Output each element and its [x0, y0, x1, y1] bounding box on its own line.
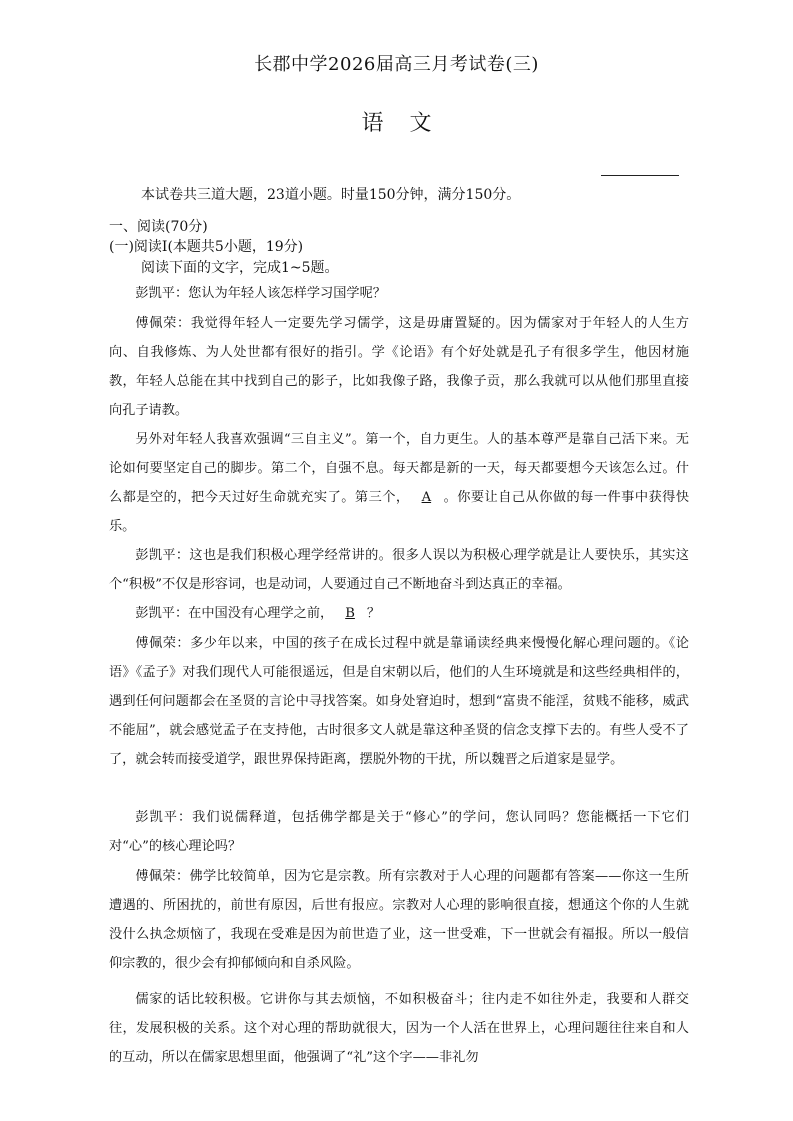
paragraph-text: 另外对年轻人我喜欢强调“三自主义”。第一个，自力更生。人的基本尊严是靠自己活下来。无论如何要坚定自己的脚步。第二个，自强不息。每天都是新的一天，每天都要想今天该怎么过。什么都是空的，把今天过好生命就充实了。第三个， [109, 432, 689, 505]
paragraph [109, 599, 689, 628]
paragraph [109, 425, 689, 541]
paragraph: 傅佩荣：我觉得年轻人一定要先学习儒学，这是毋庸置疑的。因为儒家对于年轻人的人生方向、自我修炼、为人处世都有很好的指引。学《论语》有个好处就是孔子有很多学生，他因材施教，年轻人总能在其中找到自己的影子，比如我像子路，我像子贡，那么我就可以从他们那里直接向孔子请教。 [109, 316, 689, 418]
subsection-heading: (一)阅读Ⅰ(本题共5小题，19分) [109, 239, 304, 255]
paragraph: 傅佩荣：佛学比较简单，因为它是宗教。所有宗教对于人心理的问题都有答案——你这一生所遭遇的、所困扰的，前世有原因，后世有报应。宗教对人心理的影响很直接，想通这个你的人生就没什么执念烦恼了，我现在受难是因为前世造了业，这一世受难，下一世就会有福报。所以一般信仰宗教的，很少会有抑郁倾向和自杀风险。 [109, 869, 689, 971]
section-heading: 一、阅读(70分) [109, 219, 208, 235]
paragraph-text: 彭凯平：在中国没有心理学之前， [135, 606, 334, 621]
paragraph-text: ？ [366, 606, 381, 621]
subject-title [0, 106, 793, 137]
subject-char-2: 文 [409, 111, 432, 136]
exam-intro: 本试卷共三道大题，23道小题。时量150分钟，满分150分。 [141, 187, 521, 203]
paragraph: 彭凯平：我们说儒释道，包括佛学都是关于“修心”的学问，您认同吗？您能概括一下它们对“心”的核心理论吗？ [109, 810, 689, 854]
paragraph: 彭凯平：您认为年轻人该怎样学习国学呢？ [135, 286, 386, 301]
instruction-text: 阅读下面的文字，完成1~5题。 [141, 260, 339, 276]
paragraph: 傅佩荣：多少年以来，中国的孩子在成长过程中就是靠诵读经典来慢慢化解心理问题的。《论语》《孟子》对我们现代人可能很遥远，但是自宋朝以后，他们的人生环境就是和这些经典相伴的，遇到任何问题都会在圣贤的言论中寻找答案。如身处窘迫时，想到“富贵不能淫，贫贱不能移，威武不能屈”，就会感觉孟子在支持他，古时很多文人就是靠这种圣贤的信念支撑下去的。有些人受不了了，就会转而接受道学，跟世界保持距离，摆脱外物的干扰，所以魏晋之后道家是显学。 [109, 636, 689, 767]
exam-title: 长郡中学2026届高三月考试卷(三) [254, 54, 539, 75]
paragraph: 彭凯平：这也是我们积极心理学经常讲的。很多人误以为积极心理学就是让人要快乐，其实这个“积极”不仅是形容词，也是动词，人要通过自己不断地奋斗到达真正的幸福。 [109, 548, 689, 592]
paragraph-text: 。你要让自己从你做的每一件事中获得快乐。 [109, 490, 690, 534]
blank-b: B [345, 606, 355, 621]
name-blank-line [601, 175, 679, 176]
blank-a: A [421, 490, 432, 505]
subject-char-1: 语 [361, 111, 384, 136]
paragraph: 儒家的话比较积极。它讲你与其去烦恼，不如积极奋斗；往内走不如往外走，我要和人群交往，发展积极的关系。这个对心理的帮助就很大，因为一个人活在世界上，心理问题往往来自和人的互动，所以在儒家思想里面，他强调了“礼”这个字——非礼勿 [109, 992, 689, 1065]
